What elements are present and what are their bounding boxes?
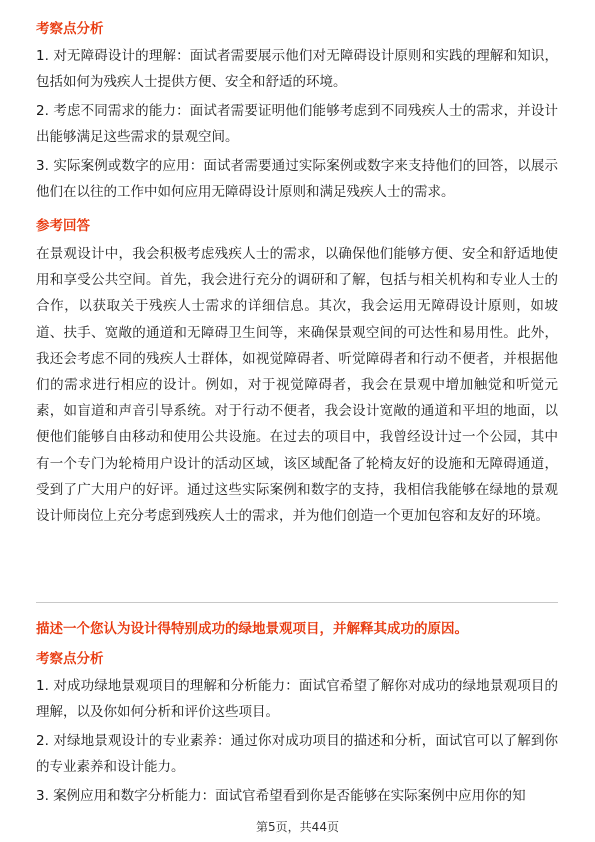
interview-question: 描述一个您认为设计得特别成功的绿地景观项目，并解释其成功的原因。 bbox=[36, 621, 468, 637]
section1 bbox=[36, 18, 558, 529]
analysis-point-2-1: 1. 对成功绿地景观项目的理解和分析能力：面试官希望了解你对成功的绿地景观项目的理解，以及你如何分析和评价这些项目。 bbox=[36, 678, 558, 720]
section-divider bbox=[36, 602, 558, 603]
analysis-point-3: 3. 实际案例或数字的应用：面试者需要通过实际案例或数字来支持他们的回答，以展示他们在以往的工作中如何应用无障碍设计原则和满足残疾人士的需求。 bbox=[36, 158, 558, 200]
reference-answer: 在景观设计中，我会积极考虑残疾人士的需求，以确保他们能够方便、安全和舒适地使用和享受公共空间。首先，我会进行充分的调研和了解，包括与相关机构和专业人士的合作，以获取关于残疾人士需求的详细信息。其次，我会运用无障碍设计原则，如坡道、扶手、宽敞的通道和无障碍卫生间等，来确保景观空间的可达性和易用性。此外，我还会考虑不同的残疾人士群体，如视觉障碍者、听觉障碍者和行动不便者，并根据他们的需求进行相应的设计。例如，对于视觉障碍者，我会在景观中增加触觉和听觉元素，如盲道和声音引导系统。对于行动不便者，我会设计宽敞的通道和平坦的地面，以便他们能够自由移动和使用公共设施。在过去的项目中，我曾经设计过一个公园，其中有一个专门为轮椅用户设计的活动区域，该区域配备了轮椅友好的设施和无障碍通道，受到了广大用户的好评。通过这些实际案例和数字的支持，我相信我能够在绿地的景观设计师岗位上充分考虑到残疾人士的需求，并为他们创造一个更加包容和友好的环境。 bbox=[36, 246, 558, 525]
answer-heading: 参考回答 bbox=[36, 218, 90, 234]
analysis-heading-2: 考察点分析 bbox=[36, 651, 104, 667]
page-number: 第5页，共44页 bbox=[256, 820, 339, 834]
analysis-point-2-3: 3. 案例应用和数字分析能力：面试官希望看到你是否能够在实际案例中应用你的知 bbox=[36, 788, 526, 804]
analysis-heading: 考察点分析 bbox=[36, 21, 104, 37]
section2 bbox=[36, 648, 558, 814]
analysis-point-2: 2. 考虑不同需求的能力：面试者需要证明他们能够考虑到不同残疾人士的需求，并设计出能够满足这些需求的景观空间。 bbox=[36, 103, 558, 145]
analysis-point-2-2: 2. 对绿地景观设计的专业素养：通过你对成功项目的描述和分析，面试官可以了解到你的专业素养和设计能力。 bbox=[36, 733, 558, 775]
analysis-point-1: 1. 对无障碍设计的理解：面试者需要展示他们对无障碍设计原则和实践的理解和知识，包括如何为残疾人士提供方便、安全和舒适的环境。 bbox=[36, 48, 558, 90]
